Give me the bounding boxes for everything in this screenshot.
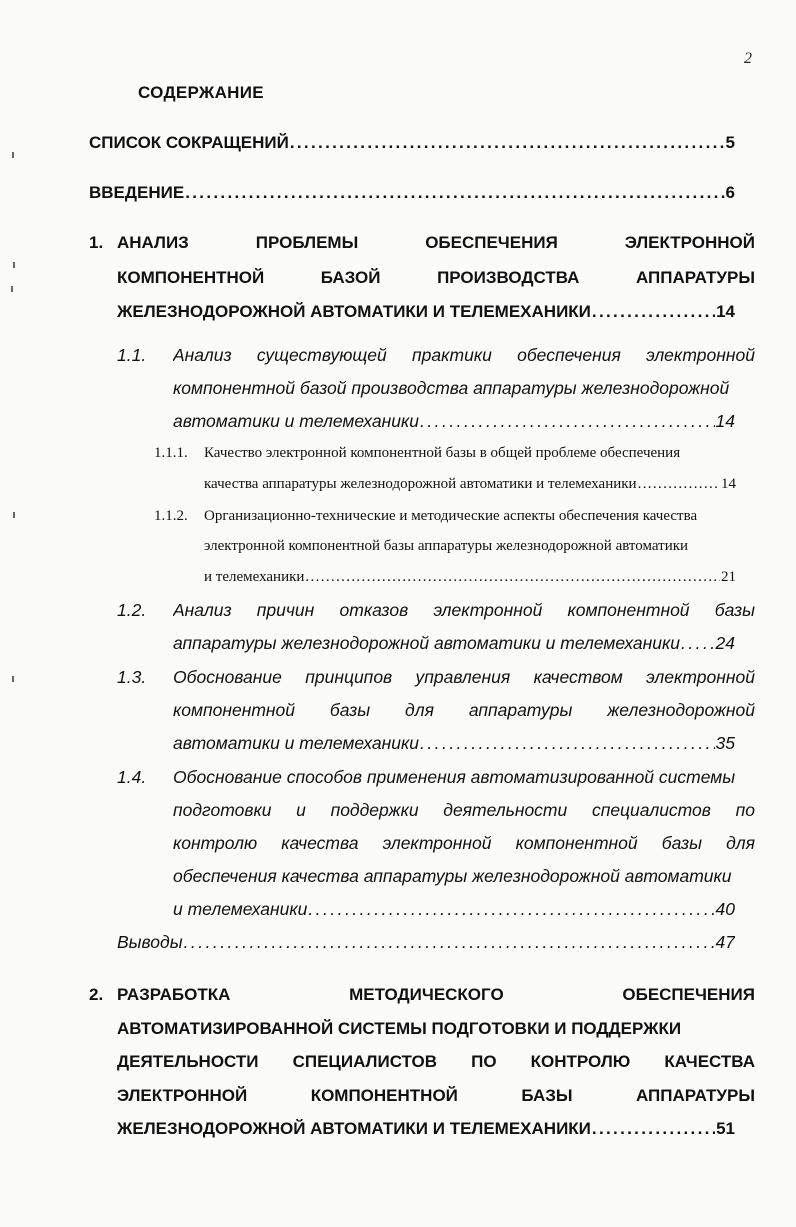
toc-entry-page: 5 — [725, 133, 735, 152]
toc-word: КОНТРОЛЮ — [530, 1052, 631, 1071]
toc-line — [173, 800, 755, 821]
toc-line — [173, 833, 755, 854]
toc-line — [117, 1119, 735, 1139]
toc-word: АНАЛИЗ — [117, 233, 189, 252]
toc-entry-label: СПИСОК СОКРАЩЕНИЙ — [89, 133, 289, 152]
toc-word: компонентной — [173, 700, 296, 720]
toc-entry-label: качества аппаратуры железнодорожной автоматики и телемеханики — [204, 476, 637, 492]
toc-line — [173, 633, 735, 654]
toc-word: качества — [281, 833, 359, 853]
dot-leader — [420, 733, 715, 754]
toc-line — [173, 700, 755, 721]
toc-word: БАЗОЙ — [320, 268, 381, 287]
toc-line: Организационно-технические и методические аспекты обеспечения качества — [204, 508, 698, 524]
toc-word: электронной — [382, 833, 492, 853]
toc-line — [204, 569, 736, 586]
toc-line — [204, 476, 736, 493]
toc-line — [117, 268, 755, 288]
toc-word: КОМПОНЕНТНОЙ — [117, 268, 265, 287]
toc-word: БАЗЫ — [521, 1086, 573, 1105]
toc-line: АВТОМАТИЗИРОВАННОЙ СИСТЕМЫ ПОДГОТОВКИ И ПОДДЕРЖКИ — [117, 1019, 682, 1038]
dot-leader — [305, 569, 720, 586]
toc-word: ОБЕСПЕЧЕНИЯ — [622, 985, 755, 1004]
toc-word: для — [726, 833, 755, 853]
toc-entry-label: Выводы — [117, 932, 183, 952]
toc-line — [173, 411, 735, 432]
scan-mark — [13, 262, 15, 268]
dot-leader — [638, 476, 720, 493]
toc-word: причин — [256, 600, 315, 620]
scan-mark — [12, 676, 14, 682]
toc-line — [173, 345, 755, 366]
toc-line — [117, 1086, 755, 1106]
toc-entry-label: автоматики и телемеханики — [173, 733, 420, 753]
dot-leader — [592, 302, 715, 322]
scan-mark — [13, 512, 15, 518]
toc-number: 1.1.1. — [154, 445, 188, 461]
toc-word: МЕТОДИЧЕСКОГО — [349, 985, 504, 1004]
dot-leader — [308, 899, 714, 920]
toc-entry-conclusions[interactable] — [117, 932, 735, 953]
toc-number: 1.1.2. — [154, 508, 188, 524]
dot-leader — [184, 932, 715, 953]
dot-leader — [592, 1119, 715, 1139]
toc-word: компонентной — [515, 833, 638, 853]
toc-word: ПО — [471, 1052, 497, 1071]
toc-word: РАЗРАБОТКА — [117, 985, 231, 1004]
dot-leader — [681, 633, 715, 654]
toc-word: по — [735, 800, 755, 820]
toc-line — [173, 600, 755, 621]
toc-word: практики — [411, 345, 492, 365]
toc-entry-page: 51 — [716, 1119, 735, 1138]
toc-word: ПРОБЛЕМЫ — [255, 233, 359, 252]
toc-line — [173, 667, 755, 688]
toc-word: АППАРАТУРЫ — [636, 268, 755, 287]
toc-word: деятельности — [443, 800, 568, 820]
toc-entry-page: 14 — [721, 476, 736, 492]
toc-word: ПРОИЗВОДСТВА — [437, 268, 580, 287]
scan-mark — [12, 152, 14, 158]
toc-word: ОБЕСПЕЧЕНИЯ — [425, 233, 558, 252]
page-title: СОДЕРЖАНИЕ — [138, 83, 264, 102]
toc-number: 1.4. — [117, 767, 147, 787]
page-number: 2 — [744, 50, 752, 67]
toc-line: обеспечения качества аппаратуры железнодорожной автоматики — [173, 866, 732, 886]
toc-word: отказов — [339, 600, 409, 620]
toc-word: Анализ — [173, 600, 232, 620]
toc-word: СПЕЦИАЛИСТОВ — [292, 1052, 438, 1071]
toc-word: КАЧЕСТВА — [664, 1052, 755, 1071]
dot-leader — [185, 183, 724, 203]
toc-word: электронной — [646, 667, 755, 687]
toc-word: и — [296, 800, 306, 820]
toc-line — [173, 899, 735, 920]
toc-number: 1.1. — [117, 345, 147, 365]
toc-entry-label: ЖЕЛЕЗНОДОРОЖНОЙ АВТОМАТИКИ И ТЕЛЕМЕХАНИКИ — [117, 1119, 591, 1138]
toc-entry-page: 6 — [725, 183, 735, 202]
toc-word: специалистов — [591, 800, 711, 820]
toc-entry-abbreviations[interactable] — [89, 133, 735, 153]
toc-word: АППАРАТУРЫ — [636, 1086, 755, 1105]
toc-entry-label: ЖЕЛЕЗНОДОРОЖНОЙ АВТОМАТИКИ И ТЕЛЕМЕХАНИКИ — [117, 302, 591, 321]
toc-line — [117, 233, 755, 253]
toc-word: контролю — [173, 833, 258, 853]
dot-leader — [420, 411, 715, 432]
toc-entry-page: 14 — [715, 411, 735, 431]
toc-entry-label: аппаратуры железнодорожной автоматики и телемеханики — [173, 633, 681, 653]
toc-word: базы — [329, 700, 371, 720]
toc-word: обеспечения — [517, 345, 621, 365]
toc-line — [117, 1052, 755, 1072]
toc-word: Анализ — [173, 345, 232, 365]
toc-word: качеством — [533, 667, 623, 687]
toc-entry-label: и телемеханики — [204, 569, 305, 585]
toc-entry-label: и телемеханики — [173, 899, 308, 919]
toc-word: базы — [714, 600, 755, 620]
toc-entry-page: 35 — [715, 733, 735, 753]
toc-word: управления — [415, 667, 511, 687]
toc-word: электронной — [646, 345, 755, 365]
toc-line: Обоснование способов применения автоматизированной системы — [173, 767, 736, 787]
toc-number: 1. — [89, 233, 104, 252]
toc-line — [117, 302, 735, 322]
toc-word: принципов — [305, 667, 393, 687]
toc-word: КОМПОНЕНТНОЙ — [310, 1086, 458, 1105]
toc-line: компонентной базой производства аппаратуры железнодорожной — [173, 378, 730, 398]
toc-entry-introduction[interactable] — [89, 183, 735, 203]
toc-number: 1.2. — [117, 600, 147, 620]
scan-mark — [11, 286, 13, 292]
toc-word: существующей — [256, 345, 387, 365]
toc-entry-page: 47 — [715, 932, 735, 952]
toc-word: для — [405, 700, 434, 720]
toc-entry-label: автоматики и телемеханики — [173, 411, 420, 431]
toc-word: подготовки — [173, 800, 272, 820]
toc-line: Качество электронной компонентной базы в общей проблеме обеспечения — [204, 445, 681, 461]
toc-line: электронной компонентной базы аппаратуры железнодорожной автоматики — [204, 538, 689, 554]
toc-number: 2. — [89, 985, 104, 1004]
toc-number: 1.3. — [117, 667, 147, 687]
toc-word: ЭЛЕКТРОННОЙ — [624, 233, 755, 252]
toc-word: Обоснование — [173, 667, 282, 687]
toc-entry-label: ВВЕДЕНИЕ — [89, 183, 185, 202]
toc-word: ДЕЯТЕЛЬНОСТИ — [117, 1052, 259, 1071]
toc-entry-page: 21 — [721, 569, 736, 585]
toc-word: базы — [661, 833, 702, 853]
toc-line — [117, 985, 755, 1005]
toc-word: аппаратуры — [468, 700, 573, 720]
toc-word: ЭЛЕКТРОННОЙ — [117, 1086, 248, 1105]
toc-entry-page: 40 — [715, 899, 735, 919]
toc-word: компонентной — [567, 600, 690, 620]
dot-leader — [290, 133, 725, 153]
toc-entry-page: 24 — [715, 633, 735, 653]
toc-word: железнодорожной — [607, 700, 755, 720]
toc-word: электронной — [433, 600, 543, 620]
toc-word: поддержки — [330, 800, 419, 820]
toc-line — [173, 733, 735, 754]
toc-entry-page: 14 — [716, 302, 735, 321]
